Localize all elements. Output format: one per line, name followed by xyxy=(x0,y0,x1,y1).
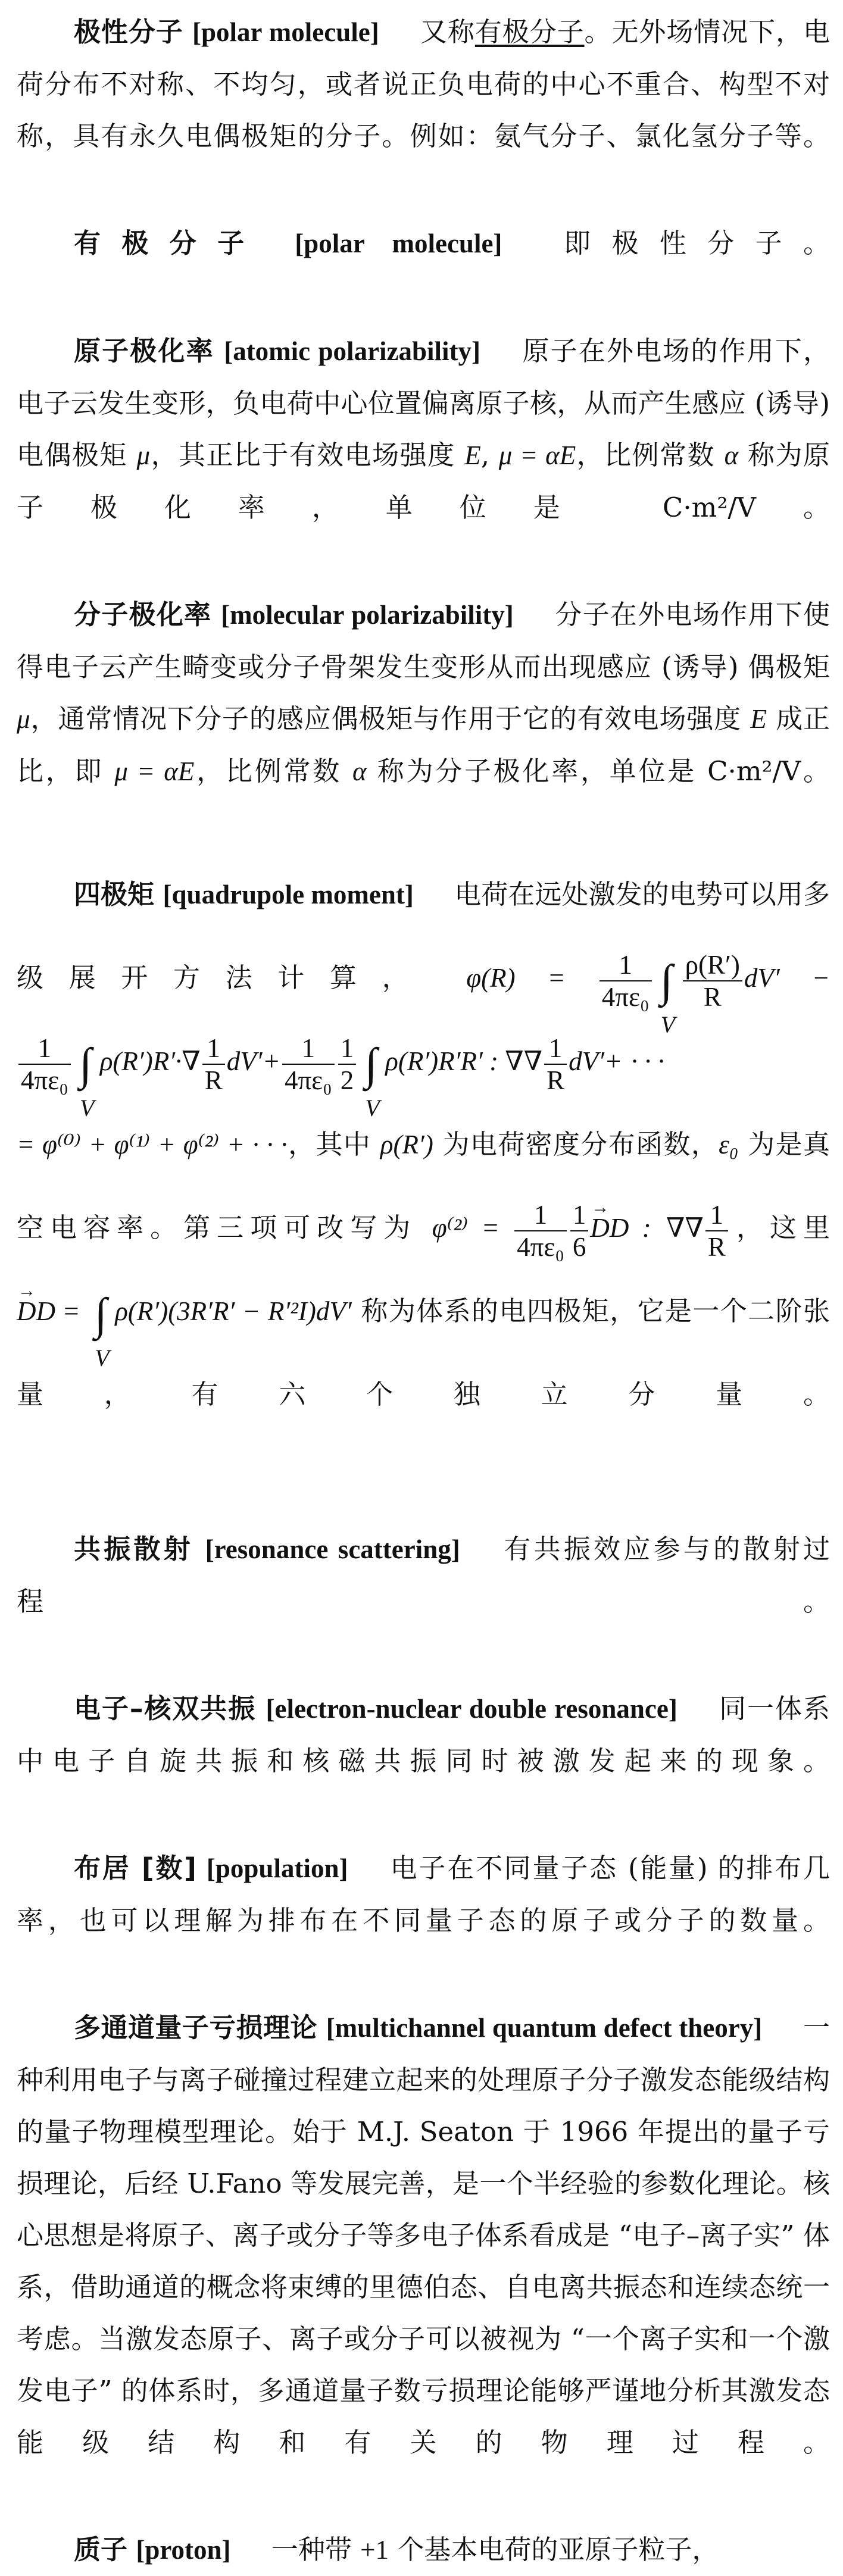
entry-term-cn: 原子极化率 xyxy=(74,335,214,367)
math-term3: ρ(R′)R′R′ : ∇∇ xyxy=(385,1046,543,1076)
entry-definition: 称为体系的电四极矩，它是一个二阶张量，有六个独立分量。 xyxy=(17,1295,830,1410)
entry-term-cn: 多通道量子亏损理论 xyxy=(74,2012,317,2043)
entry-term-cn: 电子–核双共振 xyxy=(74,1693,257,1724)
equation-dipole-term xyxy=(17,1033,623,1121)
entry-definition: 。无外场情况下，电荷分布不对称、不均匀，或者说正负电荷的中心不重合、构型不对称，具有永久电偶极矩的分子。例如：氨气分子、氯化氢分子等。 xyxy=(17,16,830,152)
fraction-numerator: ρ(R′) xyxy=(683,949,742,981)
entry-definition: 电荷在远处激发的电势可以用多级展开方法计算， xyxy=(17,879,830,993)
fraction-numerator: 1 xyxy=(514,1199,567,1231)
entry-definition: ，比例常数 xyxy=(576,439,715,471)
math-dV: dV′+ xyxy=(569,1046,623,1076)
symbol-alpha: α xyxy=(352,756,367,786)
fraction-denominator: R xyxy=(547,1065,565,1095)
fraction-numerator: 1 xyxy=(338,1033,357,1065)
entry-definition: 有共振效应参与的散射过程。 xyxy=(17,1533,830,1617)
entry-term-en: [population] xyxy=(206,1853,348,1883)
fraction xyxy=(600,949,652,1012)
fraction xyxy=(544,1033,567,1096)
entry-term-cn: 布居 [数] xyxy=(74,1852,196,1884)
entry-electron-nuclear-double-resonance xyxy=(17,1683,830,1839)
entry-definition: 一种带 xyxy=(271,2534,352,2565)
integral-limit: V xyxy=(79,1094,95,1121)
fraction-denominator: 4πε₀ xyxy=(284,1065,332,1095)
symbol-mu: μ xyxy=(136,440,151,470)
entry-term-en: [multichannel quantum defect theory] xyxy=(326,2013,763,2043)
entry-multichannel-quantum-defect-theory xyxy=(17,2002,830,2520)
entry-quadrupole-moment xyxy=(17,853,830,1520)
fraction-denominator: 2 xyxy=(340,1065,354,1095)
math-colon: : xyxy=(642,1213,651,1243)
fraction-numerator: 1 xyxy=(18,1033,71,1065)
entry-definition: ，其中 xyxy=(287,1128,371,1160)
unit: C·m²/V。 xyxy=(662,492,830,523)
entry-definition: 即极性分子。 xyxy=(564,227,830,259)
integral-sign: ∫ V xyxy=(364,1039,380,1121)
entry-definition: ，其正比于有效电场强度 xyxy=(150,439,455,471)
symbol-E: E xyxy=(750,704,767,734)
fraction xyxy=(338,1033,357,1096)
entry-proton xyxy=(17,2524,830,2576)
fraction-numerator: 1 xyxy=(544,1033,567,1065)
math-term2: ρ(R′)R′·∇ xyxy=(99,1046,201,1076)
integral-limit: V xyxy=(365,1094,380,1121)
entry-term-en: [resonance scattering] xyxy=(205,1534,460,1564)
entry-term-en: [molecular polarizability] xyxy=(221,600,514,630)
equation-D-definition xyxy=(17,1289,352,1371)
entry-definition: 为是真空电容率。第三项可改写为 xyxy=(17,1128,830,1243)
entry-definition: 成正比，即 xyxy=(17,703,830,787)
equation-potential-expansion xyxy=(434,949,830,1038)
fraction-numerator: 1 xyxy=(570,1199,589,1231)
entry-atomic-polarizability: 原子极化率 [atomic polarizability] 原子在外电场的作用下，电子云发生变形，负电荷中心位置偏离原子核，从而产生感应 (诱导) 电偶极矩 μ，其正比于有效电场强度 E, μ = αE，比例常数 α 称为原子极化率，单位是 C·m²/V。 xyxy=(17,335,830,523)
entry-population xyxy=(17,1842,830,1998)
integral-sign: ∫ V xyxy=(660,955,676,1038)
fraction-numerator: 1 xyxy=(600,949,652,981)
fraction-denominator: 6 xyxy=(572,1231,586,1262)
math-nabla: ∇∇ xyxy=(666,1213,704,1243)
integral-sign: ∫ V xyxy=(79,1039,95,1121)
entry-definition: 称为原子极化率，单位是 xyxy=(17,439,830,523)
entry-term-cn: 极性分子 xyxy=(74,16,183,48)
fraction-denominator: R xyxy=(703,981,722,1012)
math-D-body: ρ(R′)(3R′R′ − R′²I)dV′ xyxy=(115,1296,352,1326)
entry-definition: 又称 xyxy=(420,16,475,48)
math-dV: dV′+ xyxy=(226,1046,280,1076)
entry-definition: ，这里 xyxy=(729,1212,830,1243)
fraction-denominator: 4πε₀ xyxy=(601,981,650,1012)
symbol-alpha: α xyxy=(724,440,739,470)
math-dV: dV′ − xyxy=(744,963,830,993)
cross-reference-link[interactable]: 有极分子 xyxy=(474,16,585,48)
entry-definition: 同一体系中电子自旋共振和核磁共振同时被激发起来的现象。 xyxy=(17,1693,830,1777)
entry-definition: ，比例常数 xyxy=(194,755,342,787)
equation-phi2 xyxy=(432,1199,651,1262)
entry-term-cn: 分子极化率 xyxy=(74,599,212,630)
entry-term-en: [quadrupole moment] xyxy=(163,880,414,909)
tensor-D: → DD = xyxy=(17,1270,80,1353)
fraction xyxy=(18,1033,71,1096)
entry-definition: 电子在不同量子态 (能量) 的排布几率，也可以理解为排布在不同量子态的原子或分子的数量。 xyxy=(17,1852,830,1936)
fraction xyxy=(514,1199,567,1262)
entry-term-cn: 共振散射 xyxy=(74,1533,194,1565)
equation-mu-alpha-E: μ = αE xyxy=(498,440,576,470)
entry-term-cn: 质子 xyxy=(74,2534,128,2565)
entry-definition: 原子在外电场的作用下，电子云发生变形，负电荷中心位置偏离原子核，从而产生感应 (诱导) 电偶极矩 xyxy=(17,335,830,471)
entry-polar-molecule-alt xyxy=(17,217,830,321)
fraction-denominator: 4πε₀ xyxy=(517,1231,564,1262)
entry-polar-molecule xyxy=(17,6,830,214)
integral-sign: ∫ V xyxy=(94,1289,110,1371)
equation-nabla-term xyxy=(666,1199,730,1262)
fraction xyxy=(683,949,742,1012)
fraction-numerator: 1 xyxy=(705,1199,728,1231)
equation-series: = φ⁽⁰⁾ + φ⁽¹⁾ + φ⁽²⁾ + · · · xyxy=(17,1130,288,1159)
equation-mu-alpha-E: μ = αE xyxy=(114,756,195,786)
entry-resonance-scattering xyxy=(17,1523,830,1679)
unit: C·m²/V。 xyxy=(707,755,830,787)
entry-definition: 一种利用电子与离子碰撞过程建立起来的处理原子分子激发态能级结构的量子物理模型理论。始于 M.J. Seaton 于 1966 年提出的量子亏损理论，后经 U.Fano 等发展完善，是一个半经验的参数化理论。核心思想是将原子、离子或分子等多电子体系看成是 “电子–离子实” 体系，借助通道的概念将束缚的里德伯态、自电离共振态和连续态统一考虑。当激发态原子、离子或分子可以被视为 “一个离子实和一个激发电子” 的体系时，多通道量子数亏损理论能够严谨地分析其激发态能级结构和有关的物理过程。 xyxy=(17,2012,830,2458)
symbol-E: E xyxy=(464,440,481,470)
fraction-denominator: R xyxy=(204,1065,223,1095)
fraction xyxy=(202,1033,225,1096)
symbol-rho: ρ(R′) xyxy=(380,1130,433,1159)
entry-term-en: [polar molecule] xyxy=(295,229,502,258)
entry-term-cn: 四极矩 xyxy=(74,879,155,910)
charge-value: +1 xyxy=(360,2535,389,2565)
entry-definition: ，通常情况下分子的感应偶极矩与作用于它的有效电场强度 xyxy=(30,703,742,734)
symbol-mu: μ xyxy=(17,704,30,734)
math-ellipsis: · · · xyxy=(630,1046,664,1076)
fraction-denominator: 4πε₀ xyxy=(21,1065,68,1095)
symbol-epsilon0: ε₀ xyxy=(719,1130,739,1159)
fraction xyxy=(705,1199,728,1262)
math-phi2: φ⁽²⁾ = xyxy=(432,1213,499,1243)
entry-definition: 称为分子极化率，单位是 xyxy=(377,755,697,787)
math-phi-R: φ(R) = xyxy=(466,963,566,993)
entry-term-en: [polar molecule] xyxy=(192,17,379,47)
entry-term-en: [electron-nuclear double resonance] xyxy=(266,1694,677,1724)
entry-term-en: [atomic polarizability] xyxy=(224,336,481,366)
entry-definition: 个基本电荷的亚原子粒子， xyxy=(397,2534,719,2565)
fraction-numerator: 1 xyxy=(202,1033,225,1065)
entry-molecular-polarizability xyxy=(17,589,830,849)
entry-term-en: [proton] xyxy=(136,2535,231,2565)
integral-limit: V xyxy=(95,1344,110,1371)
fraction xyxy=(282,1033,335,1096)
fraction xyxy=(570,1199,589,1262)
integral-limit: V xyxy=(660,1011,676,1038)
tensor-D: → DD xyxy=(590,1186,629,1270)
entry-term-cn: 有极分子 xyxy=(74,227,266,259)
fraction-denominator: R xyxy=(707,1231,726,1262)
entry-definition: 分子在外电场作用下使得电子云产生畸变或分子骨架发生变形从而出现感应 (诱导) 偶极矩 xyxy=(17,599,830,683)
entry-definition: 为电荷密度分布函数， xyxy=(442,1128,719,1160)
fraction-numerator: 1 xyxy=(282,1033,335,1065)
